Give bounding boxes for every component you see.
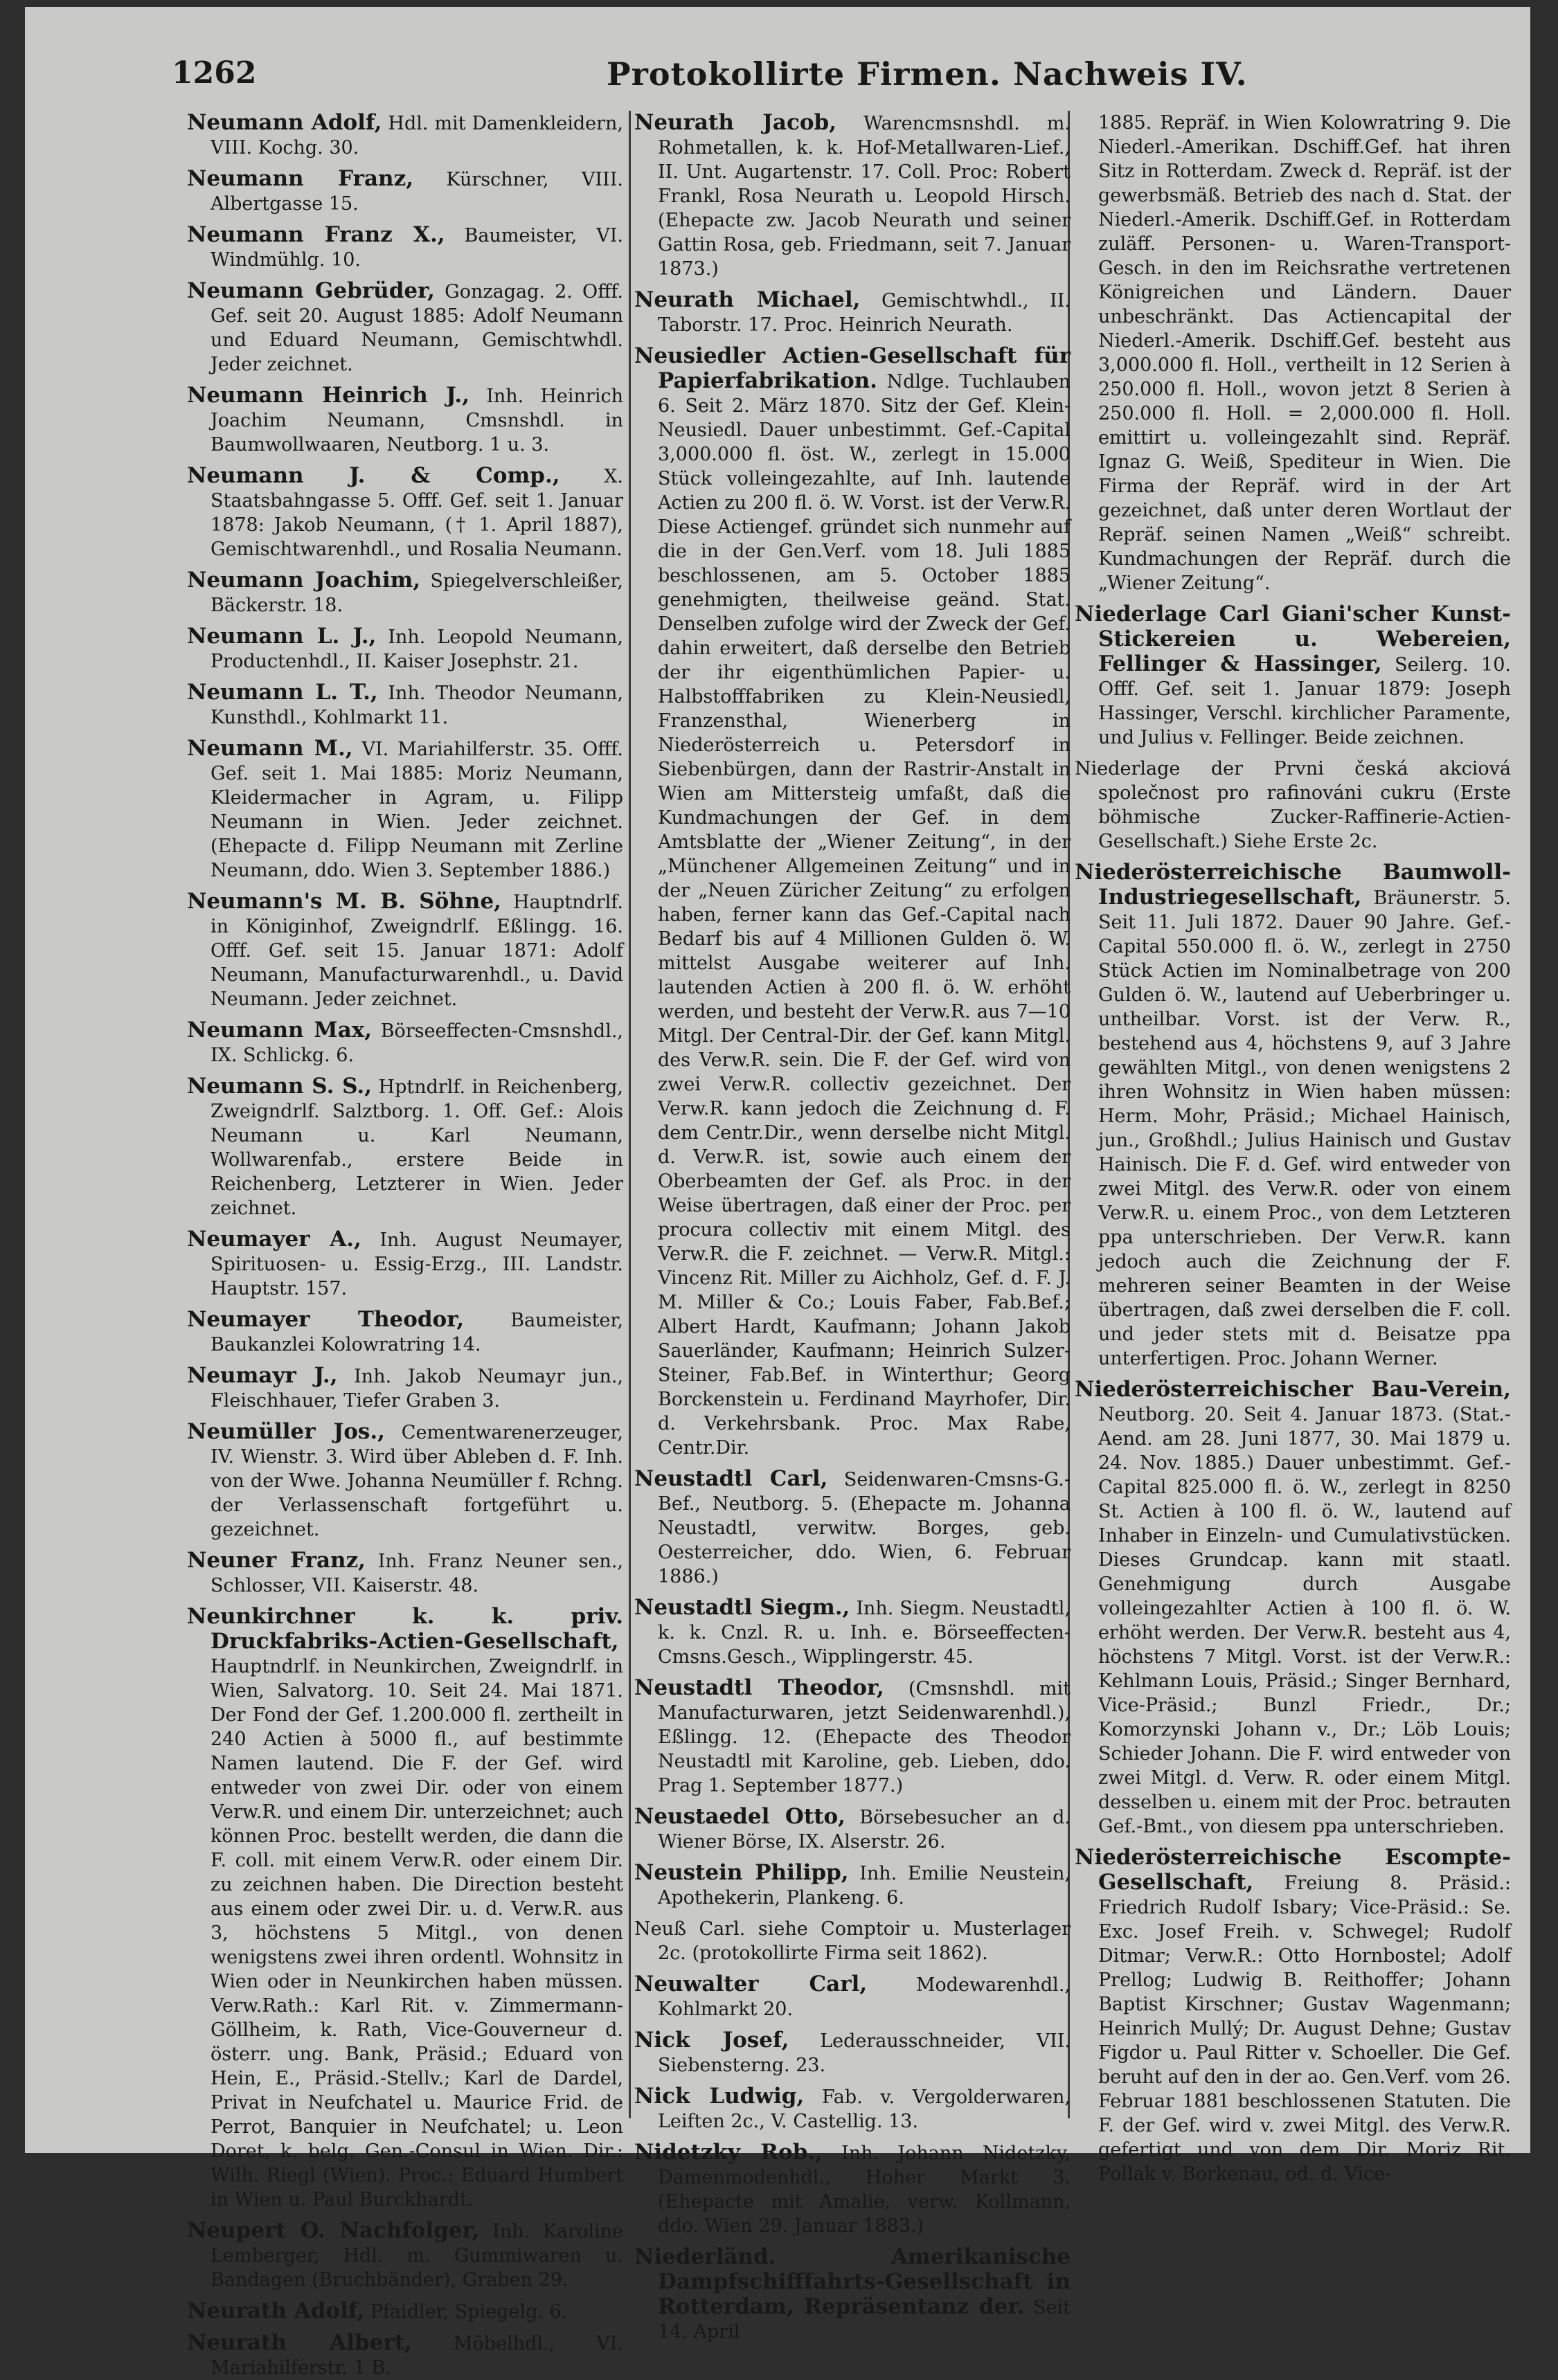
entry-text: Seit 14. April	[658, 2297, 1071, 2343]
directory-entry	[1075, 757, 1511, 854]
entry-name: Neumann J. & Comp.,	[187, 463, 560, 488]
entry-name: Neumayr J.,	[187, 1363, 338, 1388]
entry-name: Niederösterreichische Baumwoll-Industriegesellschaft,	[1075, 860, 1511, 910]
entry-text: Cementwarenerzeuger, IV. Wienstr. 3. Wird über Ableben d. F. Inh. von der Wwe. Johanna Neumüller f. Rchng. der Verlassenschaft fortgeführt u. gezeichnet.	[211, 1422, 623, 1540]
entry-name: Neumann's M. B. Söhne,	[187, 889, 501, 914]
directory-entry	[187, 680, 623, 730]
entry-name: Neustein Philipp,	[634, 1860, 849, 1885]
directory-entry	[187, 624, 623, 674]
entry-text: Kürschner, VIII. Albertgasse 15.	[211, 169, 623, 215]
directory-entry	[1075, 602, 1511, 750]
entry-text: Börseeffecten-Cmsnshdl., IX. Schlickg. 6.	[211, 1020, 623, 1066]
column-2	[634, 110, 1071, 2343]
directory-entry	[634, 1676, 1071, 1798]
directory-entry	[187, 568, 623, 617]
entry-name: Niederösterreichischer Bau-Verein,	[1075, 1377, 1511, 1402]
entry-name: Neustadtl Siegm.,	[634, 1595, 850, 1620]
entry-text: Pfaidler, Spiegelg. 6.	[370, 2301, 568, 2323]
directory-entry	[187, 1364, 623, 1413]
directory-entry	[187, 384, 623, 457]
directory-entry	[187, 1227, 623, 1301]
entry-text: Inh. Karoline Lemberger, Hdl. m. Gummiwaren u. Bandagen (Bruchbänder), Graben 29.	[211, 2221, 624, 2291]
column-rule	[629, 111, 631, 2118]
entry-text: Lederausschneider, VII. Siebensterng. 23.	[658, 2030, 1071, 2076]
entry-name: Nick Josef,	[634, 2028, 789, 2053]
entry-name: Neurath Jacob,	[634, 110, 837, 135]
entry-text: Neutborg. 20. Seit 4. Januar 1873. (Stat.-Aend. am 28. Juni 1877, 30. Mai 1879 u. 24. Nov. 1885.) Dauer unbestimmt. Gef.-Capital 825.000 fl. ö. W., zerlegt in 8250 St. Actien à 100 fl. ö. W., lautend auf Inhaber in Einzeln- und Cumulativstücken. Dieses Grundcap. kann mit staatl. Genehmigung durch Ausgabe volleingezahlter Actien à 100 fl. ö. W. erhöht werden. Der Verw.R. besteht aus 4, höchstens 7 Mitgl. Vorst. ist der Verw.R.: Kehlmann Louis, Präsid.; Singer Bernhard, Vice-Präsid.; Bunzl Friedr., Dr.; Komorzynski Johann v., Dr.; Löb Louis; Schieder Johann. Die F. wird entweder von zwei Mitgl. d. Verw. R. oder einem Mitgl. desselben u. einem mit der Proc. betrauten Gef.-Bmt., von diesem ppa unterschrieben.	[1098, 1404, 1511, 1837]
directory-entry	[187, 2219, 623, 2292]
directory-entry	[634, 2084, 1071, 2134]
entry-text: Hauptndrlf. in Neunkirchen, Zweigndrlf. in Wien, Salvatorg. 10. Seit 24. Mai 1871. Der Fond der Gef. 1.200.000 fl. zertheilt in 240 Actien à 5000 fl., auf bestimmte Namen lautend. Die F. der Gef. wird entweder von zwei Dir. oder von einem Verw.R. und einem Dir. unterzeichnet; auch können Proc. bestellt werden, die dann die F. coll. mit einem Verw.R. oder einem Dir. zu zeichnen haben. Die Direction besteht aus einem oder zwei Dir. u. d. Verw.R. aus 3, höchstens 5 Mitgl., von denen wenigstens zwei ihren ordentl. Wohnsitz in Wien oder in Neunkirchen haben müssen. Verw.Rath.: Karl Rit. v. Zimmermann-Göllheim, k. Rath, Vice-Gouverneur d. österr. ung. Bank, Präsid.; Eduard von Hein, E., Präsid.-Stellv.; Karl de Dardel, Privat in Neufchatel u. Maurice Frid. de Perrot, Banquier in Neufchatel; u. Leon Doret, k. belg. Gen.-Consul in Wien. Dir.: Wilh. Riegl (Wien). Proc.: Eduard Humbert in Wien u. Paul Burckhardt.	[211, 1656, 623, 2210]
directory-entry	[187, 737, 623, 883]
directory-entry	[187, 1074, 623, 1220]
entry-name: Neumann L. J.,	[187, 624, 377, 649]
directory-entry	[187, 1308, 623, 1357]
directory-entry	[634, 1861, 1071, 1910]
directory-entry	[187, 464, 623, 561]
directory-entry	[187, 1605, 623, 2212]
page-title: Protokollirte Firmen. Nachweis IV.	[607, 55, 1248, 93]
entry-name: Neurath Adolf,	[187, 2298, 365, 2323]
entry-text: Spiegelverschleißer, Bäckerstr. 18.	[211, 570, 623, 616]
directory-entry	[1075, 1378, 1511, 1839]
entry-text: Börsebesucher an d. Wiener Börse, IX. Alserstr. 26.	[658, 1807, 1071, 1852]
directory-entry	[634, 288, 1071, 337]
entry-text: Inh. Siegm. Neustadtl, k. k. Cnzl. R. u. Inh. e. Börseeffecten-Cmsns.Gesch., Wipplingerstr. 45.	[658, 1598, 1071, 1668]
directory-entry	[187, 2331, 623, 2380]
directory-entry	[187, 223, 623, 272]
entry-text: 1885. Repräf. in Wien Kolowratring 9. Die Niederl.-Amerikan. Dschiff.Gef. hat ihren Sitz in Rotterdam. Zweck d. Repräf. ist der gewerbsmäß. Betrieb des nach d. Stat. der Niederl.-Amerik. Dschiff.Gef. in Rotterdam zuläff. Personen- u. Waren-Transport-Gesch. in den im Reichsrathe vertretenen Königreichen und Ländern. Dauer unbeschränkt. Das Actiencapital der Niederl.-Amerik. Dschiff.Gef. besteht aus 3,000.000 fl. Holl., vertheilt in 12 Serien à 250.000 fl. Holl., wovon jetzt 8 Serien à 250.000 fl. Holl. = 2,000.000 fl. Holl. emittirt u. volleingezahlt sind. Repräf. Ignaz G. Weiß, Spediteur in Wien. Die Firma der Repräf. wird in der Art gezeichnet, daß unter deren Wortlaut der Repräf. seinen Namen „Weiß“ schreibt. Kundmachungen der Repräf. durch die „Wiener Zeitung“.	[1098, 112, 1511, 594]
entry-name: Neumann Heinrich J.,	[187, 383, 470, 408]
entry-name: Neumann Gebrüder,	[187, 278, 435, 303]
directory-entry	[634, 1972, 1071, 2021]
column-3	[1075, 111, 1511, 2185]
entry-name: Neurath Albert,	[187, 2330, 412, 2355]
directory-entry	[634, 2028, 1071, 2077]
entry-name: Niederlage Carl Giani'scher Kunst-Stickereien u. Webereien, Fellinger & Hassinger,	[1075, 602, 1511, 676]
entry-name: Neurath Michael,	[634, 287, 861, 312]
entry-text: siehe Comptoir u. Musterlager 2c. (protokollirte Firma seit 1862).	[658, 1918, 1071, 1964]
directory-entry	[634, 1596, 1071, 1669]
page-number: 1262	[172, 55, 257, 91]
entry-name: Neumann S. S.,	[187, 1074, 372, 1099]
entry-name: Niederlage der	[1075, 758, 1244, 779]
directory-entry	[187, 1420, 623, 1542]
entry-text: Inh. Johann Nidetzky, Damenmodenhdl., Hoher Markt 3. (Ehepacte mit Amalie, verw. Kollmann, ddo. Wien 29. Januar 1883.)	[658, 2143, 1071, 2237]
entry-text: Modewarenhdl., Kohlmarkt 20.	[658, 1974, 1071, 2020]
entry-text: Inh. Emilie Neustein, Apothekerin, Plankeng. 6.	[658, 1863, 1071, 1909]
entry-name: Neuß Carl.	[634, 1918, 746, 1940]
directory-entry	[1075, 860, 1511, 1371]
entry-text: Prvni česká akciová společnost pro rafinováni cukru (Erste böhmische Zucker-Raffinerie-Actien-Gesellschaft.) Siehe Erste 2c.	[1098, 758, 1511, 852]
entry-text: Möbelhdl., VI. Mariahilferstr. 1 B.	[211, 2333, 623, 2379]
directory-entry	[634, 2245, 1071, 2344]
entry-name: Neumayer Theodor,	[187, 1307, 465, 1332]
entry-name: Neupert O. Nachfolger,	[187, 2218, 480, 2243]
entry-text: Warencmsnshdl. m. Rohmetallen, k. k. Hof-Metallwaren-Lief., II. Unt. Augartenstr. 17. Coll. Proc: Robert Frankl, Rosa Neurath u. Leopold Hirsch. (Ehepacte zw. Jacob Neurath und seiner Gattin Rosa, geb. Friedmann, seit 7. Januar 1873.)	[658, 113, 1071, 280]
directory-entry	[187, 1549, 623, 1598]
entry-text: Inh. Leopold Neumann, Productenhdl., II. Kaiser Josephstr. 21.	[211, 626, 623, 672]
directory-entry	[187, 2299, 623, 2324]
entry-text: Inh. Franz Neuner sen., Schlosser, VII. Kaiserstr. 48.	[211, 1551, 623, 1596]
directory-page	[25, 7, 1530, 2379]
directory-entry	[1075, 1846, 1511, 2186]
entry-text: Seidenwaren-Cmsns-G.-Bef., Neutborg. 5. (Ehepacte m. Johanna Neustadtl, verwitw. Borges, geb. Oesterreicher, ddo. Wien, 6. Februar 1886.)	[658, 1469, 1071, 1587]
directory-entry	[634, 344, 1071, 1460]
directory-entry	[634, 111, 1071, 281]
entry-text: Fab. v. Vergolderwaren, Leiften 2c., V. Castellig. 13.	[658, 2086, 1071, 2132]
entry-name: Neumann Adolf,	[187, 110, 382, 135]
entry-text: Inh. August Neumayer, Spirituosen- u. Essig-Erzg., III. Landstr. Hauptstr. 157.	[211, 1229, 624, 1299]
entry-name: Neustadtl Carl,	[634, 1466, 828, 1491]
entry-name: Niederländ. Amerikanische Dampfschifffahrts-Gesellschaft in Rotterdam, Repräsentanz der.	[634, 2244, 1071, 2319]
entry-text: Hptndrlf. in Reichenberg, Zweigndrlf. Salztborg. 1. Off. Gef.: Alois Neumann u. Karl Neumann, Wollwarenfab., erstere Beide in Reichenberg, Letzterer in Wien. Jeder zeichnet.	[211, 1076, 624, 1219]
directory-entry	[187, 890, 623, 1011]
entry-text: Inh. Heinrich Joachim Neumann, Cmsnshdl. in Baumwollwaaren, Neutborg. 1 u. 3.	[211, 386, 623, 456]
entry-text: Baumeister, VI. Windmühlg. 10.	[211, 225, 623, 271]
entry-text: Baumeister, Baukanzlei Kolowratring 14.	[211, 1310, 623, 1355]
entry-text: Inh. Theodor Neumann, Kunsthdl., Kohlmarkt 11.	[211, 683, 623, 728]
entry-text: VI. Mariahilferstr. 35. Offf. Gef. seit 1. Mai 1885: Moriz Neumann, Kleidermacher in Agram, u. Filipp Neumann in Wien. Jeder zeichnet. (Ehepacte d. Filipp Neumann mit Zerline Neumann, ddo. Wien 3. September 1886.)	[211, 739, 624, 881]
directory-entry	[187, 167, 623, 216]
entry-name: Neusiedler Actien-Gesellschaft für Papierfabrikation.	[634, 343, 1071, 393]
entry-name: Nick Ludwig,	[634, 2084, 805, 2109]
entry-name: Nidetzky Rob.,	[634, 2140, 823, 2165]
entry-name: Neumayer A.,	[187, 1227, 361, 1252]
directory-entry	[1075, 111, 1511, 595]
entry-text: Gonzagag. 2. Offf. Gef. seit 20. August 1885: Adolf Neumann und Eduard Neumann, Gemischtwhdl. Jeder zeichnet.	[211, 281, 623, 375]
entry-text: Hdl. mit Damenkleidern, VIII. Kochg. 30.	[211, 113, 623, 159]
entry-text: Inh. Jakob Neumayr jun., Fleischhauer, Tiefer Graben 3.	[211, 1366, 624, 1412]
entry-name: Neustadtl Theodor,	[634, 1675, 884, 1700]
entry-text: (Cmsnshdl. mit Manufacturwaren, jetzt Seidenwarenhdl.), Eßlingg. 12. (Ehepacte des Theodor Neustadtl mit Karoline, geb. Lieben, ddo. Prag 1. September 1877.)	[658, 1678, 1071, 1796]
entry-text: Freiung 8. Präsid.: Friedrich Rudolf Isbary; Vice-Präsid.: Se. Exc. Josef Freih. v. Schwegel; Rudolf Ditmar; Verw.R.: Otto Hornbostel; Adolf Prellog; Ludwig B. Reithoffer; Johann Baptist Kirschner; Gustav Wagenmann; Heinrich Mullý; Dr. August Dehne; Gustav Figdor u. Paul Ritter v. Schoeller. Die Gef. beruht auf den in der ao. Gen.Verf. vom 26. Februar 1881 beschlossenen Statuten. Die F. der Gef. wird v. zwei Mitgl. des Verw.R. gefertigt und von dem Dir. Moriz Rit. Pollak v. Borkenau, od. d. Vice-	[1098, 1873, 1511, 2185]
column-1	[187, 110, 624, 2379]
entry-name: Neunkirchner k. k. priv. Druckfabriks-Actien-Gesellschaft,	[187, 1604, 623, 1654]
entry-name: Neumann Franz X.,	[187, 222, 445, 247]
entry-text: Hauptndrlf. in Königinhof, Zweigndrlf. Eßlingg. 16. Offf. Gef. seit 15. Januar 1871: Adolf Neumann, Manufacturwarenhdl., u. David Neumann. Jeder zeichnet.	[211, 892, 623, 1010]
directory-entry	[187, 279, 623, 377]
entry-name: Neumann M.,	[187, 736, 353, 761]
entry-name: Neumann Franz,	[187, 166, 413, 191]
page-header	[25, 55, 1530, 97]
entry-name: Neustaedel Otto,	[634, 1804, 845, 1829]
entry-name: Neumüller Jos.,	[187, 1419, 385, 1444]
entry-text: Gemischtwhdl., II. Taborstr. 17. Proc. Heinrich Neurath.	[658, 290, 1071, 336]
entry-name: Neumann L. T.,	[187, 680, 378, 705]
directory-entry	[634, 1467, 1071, 1589]
directory-entry	[187, 1018, 623, 1067]
entry-text: Bräunerstr. 5. Seit 11. Juli 1872. Dauer 90 Jahre. Gef.-Capital 550.000 fl. ö. W., zerlegt in 2750 Stück Actien im Nominalbetrage von 200 Gulden ö. W., lautend auf Ueberbringer u. untheilbar. Vorst. ist der Verw. R., bestehend aus 4, höchstens 9, auf 3 Jahre gewählten Mitgl., von denen wenigstens 2 ihren Wohnsitz in Wien haben müssen: Herm. Mohr, Präsid.; Michael Hainisch, jun., Großhdl.; Julius Hainisch und Gustav Hainisch. Die F. d. Gef. wird entweder von zwei Mitgl. des Verw.R. oder von einem Verw.R. u. einem Proc., von dem Letzteren ppa unterschrieben. Der Verw.R. kann jedoch auch die Zeichnung der F. mehreren seiner Beamten in der Weise übertragen, daß zwei derselben die F. coll. und jeder stets mit d. Beisatze ppa unterfertigen. Proc. Johann Werner.	[1098, 887, 1511, 1369]
entry-name: Neuner Franz,	[187, 1548, 366, 1573]
entry-name: Neuwalter Carl,	[634, 1972, 868, 1996]
entry-name: Niederösterreichische Escompte-Gesellschaft,	[1075, 1845, 1511, 1895]
directory-entry	[634, 1805, 1071, 1854]
directory-entry	[187, 111, 623, 160]
entry-name: Neumann Max,	[187, 1018, 373, 1043]
entry-text: X. Staatsbahngasse 5. Offf. Gef. seit 1. Januar 1878: Jakob Neumann, († 1. April 1887), Gemischtwarenhdl., und Rosalia Neumann.	[211, 466, 623, 560]
entry-name: Neumann Joachim,	[187, 568, 421, 593]
entry-text: Ndlge. Tuchlauben 6. Seit 2. März 1870. Sitz der Gef. Klein-Neusiedl. Dauer unbestimmt. Gef.-Capital 3,000.000 fl. öst. W., zerlegt in 15.000 Stück volleingezahlte, auf Inh. lautende Actien zu 200 fl. ö. W. Vorst. ist der Verw.R. Diese Actiengef. gründet sich nunmehr auf die in der Gen.Verf. vom 18. Juli 1885 beschlossenen, am 5. October 1885 genehmigten, theilweise geänd. Stat. Denselben zufolge wird der Zweck der Gef. dahin erweitert, daß derselbe den Betrieb der ihr eigenthümlichen Papier- u. Halbstofffabriken zu Klein-Neusiedl, Franzensthal, Wienerberg in Niederösterreich u. Petersdorf in Siebenbürgen, dann der Rastrir-Anstalt in Wien am Mittersteig umfaßt, daß die Kundmachungen der Gef. in dem Amtsblatte der „Wiener Zeitung“, in der „Münchener Allgemeinen Zeitung“ und in der „Neuen Züricher Zeitung“ zu erfolgen haben, ferner kann das Gef.-Capital nach Bedarf bis auf 4 Millionen Gulden ö. W. mittelst Ausgabe weiterer auf Inh. lautenden Actien à 200 fl. ö. W. erhöht werden, und besteht der Verw.R. aus 7—10 Mitgl. Der Central-Dir. der Gef. kann Mitgl. des Verw.R. sein. Die F. der Gef. wird von zwei Verw.R. collectiv gezeichnet. Der Verw.R. kann jedoch die Zeichnung d. F. dem Centr.Dir., wenn derselbe nicht Mitgl. d. Verw.R. ist, sowie auch einem der Oberbeamten der Gef. als Proc. in der Weise übertragen, daß einer der Proc. per procura collectiv mit einem Mitgl. des Verw.R. die F. zeichnet. — Verw.R. Mitgl.: Vincenz Rit. Miller zu Aichholz, Gef. d. F. J. M. Miller & Co.; Louis Faber, Fab.Bef.; Albert Hardt, Kaufmann; Johann Jakob Sauerländer, Kaufmann; Heinrich Sulzer-Steiner, Fab.Bef. in Winterthur; Georg Borckenstein u. Ferdinand Mayrhofer, Dir. d. Verkehrsbank. Proc. Max Rabe, Centr.Dir.	[658, 371, 1071, 1459]
directory-entry	[634, 1917, 1071, 1965]
directory-entry	[634, 2140, 1071, 2238]
entry-text: Seilerg. 10. Offf. Gef. seit 1. Januar 1879: Joseph Hassinger, Verschl. kirchlicher Paramente, und Julius v. Fellinger. Beide zeichnen.	[1098, 654, 1511, 748]
